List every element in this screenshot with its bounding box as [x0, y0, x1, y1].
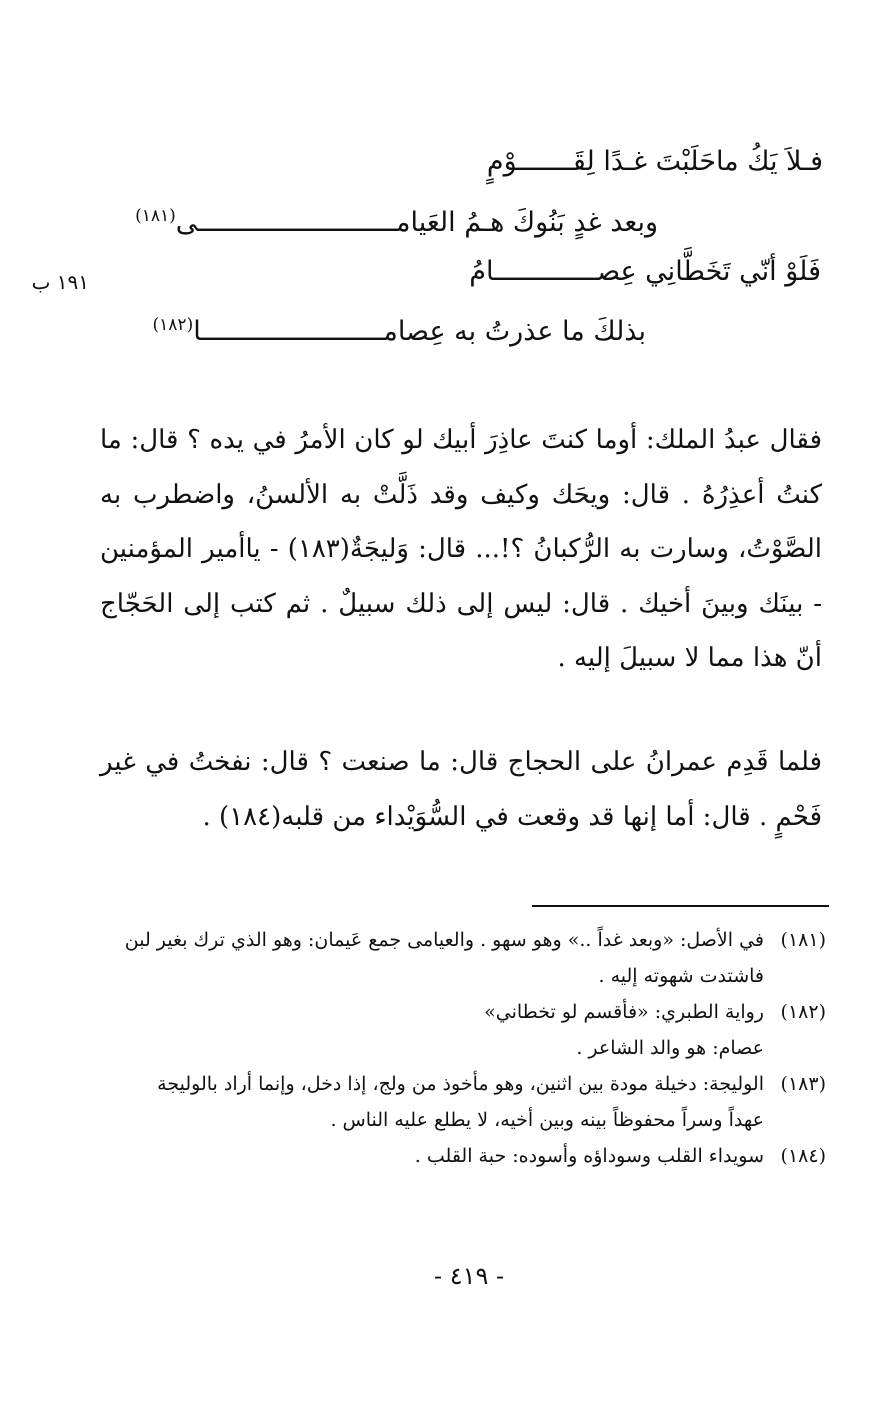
- paragraph-text: فلما قَدِم عمرانُ على الحجاج قال: ما صنعت ؟ قال: نفختُ في غير فَحْمٍ . قال: أما إنها قد وقعت في السُّوَيْداء من قلبه(١٨٤) .: [100, 747, 822, 832]
- verse-line-2: [135, 196, 658, 243]
- footnote-ref: (١٨١): [135, 206, 176, 226]
- verse-line-3: [469, 252, 821, 292]
- prose-paragraph-2: [100, 735, 822, 844]
- footnote-number: (١٨٢): [780, 1001, 826, 1023]
- page-number: - ٤١٩ -: [434, 1262, 505, 1290]
- verse-text: بذلكَ ما عذرتُ به عِصامـــــــــــــــــــــــا: [193, 316, 646, 347]
- footnote-text: في الأصل: «وبعد غداً ..» وهو سهو . والعيامى جمع عَيمان: وهو الذي ترك بغير لبن فاشتدت شهوته إليه .: [124, 929, 764, 987]
- verse-text: فَلَوْ أنّي تَخَطَّانِي عِصـــــــــــــامُ: [469, 256, 821, 287]
- footnote-number: (١٨٤): [780, 1145, 826, 1167]
- verse-text: فـلاَ يَكُ ماحَلَبْتَ غـدًا لِقَـــــــوْمٍ: [486, 146, 823, 177]
- footnote-separator: [532, 905, 829, 907]
- footnote-text: الوليجة: دخيلة مودة بين اثنين، وهو مأخوذ من ولج، إذا دخل، وإنما أراد بالوليجة عهداً وسراً محفوظاً بينه وبين أخيه، لا يطلع عليه الناس .: [157, 1073, 764, 1131]
- footnote-line: عصام: هو والد الشاعر .: [576, 1037, 764, 1059]
- prose-paragraph-1: [100, 413, 822, 686]
- footnote-number: (١٨١): [780, 929, 826, 951]
- footnote-text: سويداء القلب وسوداؤه وأسوده: حبة القلب .: [414, 1145, 764, 1167]
- footnote-182: [120, 994, 826, 1066]
- footnotes: [120, 922, 826, 1174]
- verse-text: وبعد غدٍ بَنُوكَ هـمُ العَيامـــــــــــــــــــــــــى: [175, 207, 658, 238]
- footnote-184: [120, 1138, 826, 1174]
- footnote-line: رواية الطبري: «فأقسم لو تخطاني»: [484, 1001, 764, 1023]
- footnote-ref: (١٨٢): [152, 315, 194, 335]
- folio-margin-note: ١٩١ ب: [31, 270, 89, 294]
- paragraph-text: فقال عبدُ الملك: أوما كنتَ عاذِرَ أبيك لو كان الأمرُ في يده ؟ قال: ما كنتُ أعذِرُهُ . قال: ويحَك وكيف وقد ذَلَّتْ به الألسنُ، واضطرب به الصَّوْتُ، وسارت به الرُّكبانُ ؟!... قال: وَليجَةٌ(١٨٣) - ياأمير المؤمنين - بينَك وبينَ أخيك . قال: ليس إلى ذلك سبيلٌ . ثم كتب إلى الحَجّاج أنّ هذا مما لا سبيلَ إليه .: [100, 425, 822, 673]
- verse-line-1: [487, 142, 823, 182]
- verse-line-4: [153, 305, 646, 352]
- footnote-181: [120, 922, 826, 994]
- footnote-183: [120, 1066, 826, 1138]
- footnote-number: (١٨٣): [780, 1073, 826, 1095]
- footnote-text: [120, 994, 764, 1066]
